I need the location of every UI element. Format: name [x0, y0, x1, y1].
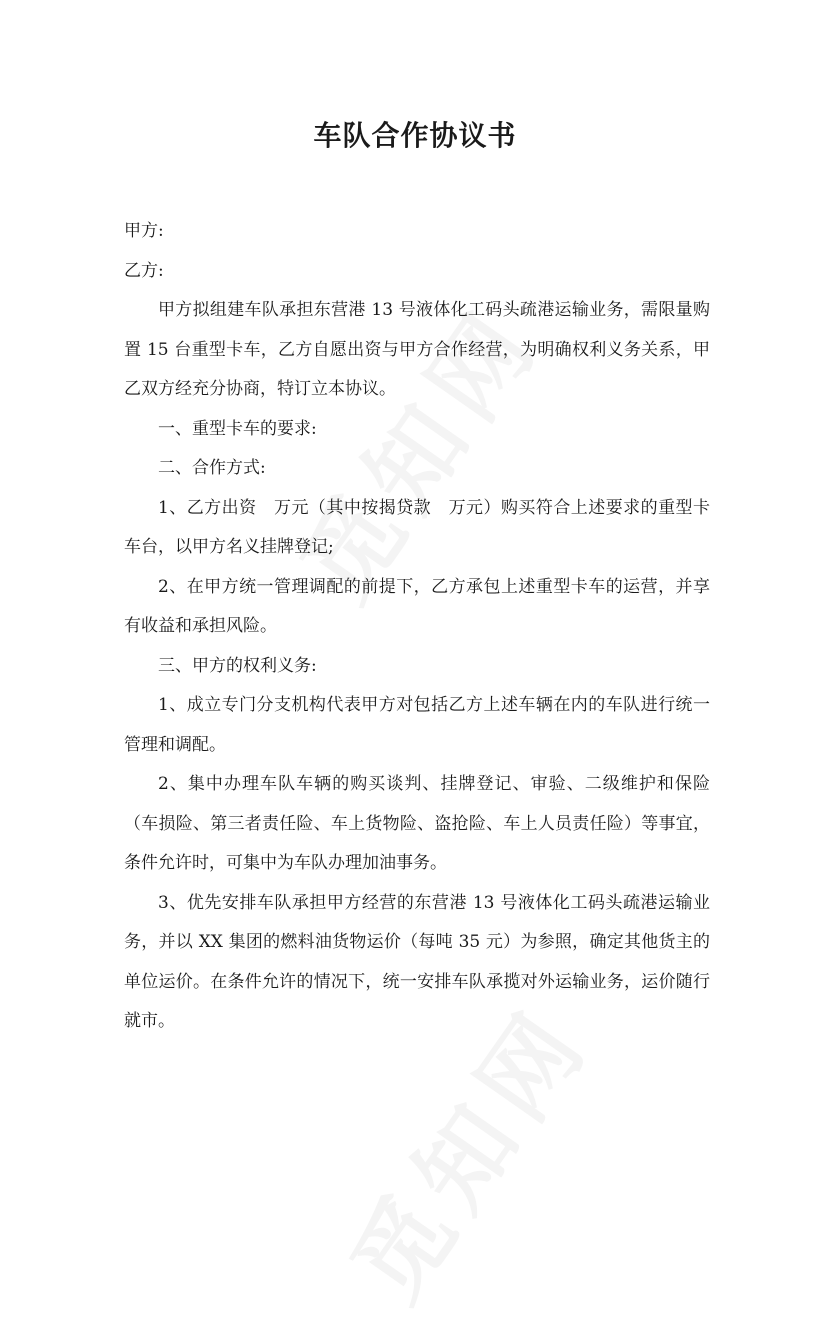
document-title: 车队合作协议书 — [313, 119, 517, 152]
intro-paragraph: 甲方拟组建车队承担东营港 13 号液体化工码头疏港运输业务，需限量购置 15 台重型卡车，乙方自愿出资与甲方合作经营，为明确权利义务关系，甲乙双方经充分协商，特订立本协议。 — [124, 300, 710, 399]
clause-3-3: 3、优先安排车队承担甲方经营的东营港 13 号液体化工码头疏港运输业务，并以 XX 集团的燃料油货物运价（每吨 35 元）为参照，确定其他货主的单位运价。在条件允许的情况下，统一安排车队承揽对外运输业务，运价随行就市。 — [124, 892, 710, 1031]
section-heading-1: 一、重型卡车的要求: — [158, 418, 317, 439]
clause-2-1: 1、乙方出资 万元（其中按揭贷款 万元）购买符合上述要求的重型卡车台，以甲方名义挂牌登记; — [124, 497, 710, 557]
clause-3-1: 1、成立专门分支机构代表甲方对包括乙方上述车辆在内的车队进行统一管理和调配。 — [124, 695, 710, 755]
document-body — [124, 212, 710, 1042]
clause-3-2: 2、集中办理车队车辆的购买谈判、挂牌登记、审验、二级维护和保险（车损险、第三者责任险、车上货物险、盗抢险、车上人员责任险）等事宜，条件允许时，可集中为车队办理加油事务。 — [124, 774, 710, 873]
section-heading-2: 二、合作方式: — [158, 458, 266, 478]
party-a-label: 甲方: — [124, 221, 164, 241]
section-heading-3: 三、甲方的权利义务: — [158, 655, 317, 676]
clause-2-2: 2、在甲方统一管理调配的前提下，乙方承包上述重型卡车的运营，并享有收益和承担风险。 — [124, 576, 710, 636]
party-b-label: 乙方: — [124, 260, 164, 281]
